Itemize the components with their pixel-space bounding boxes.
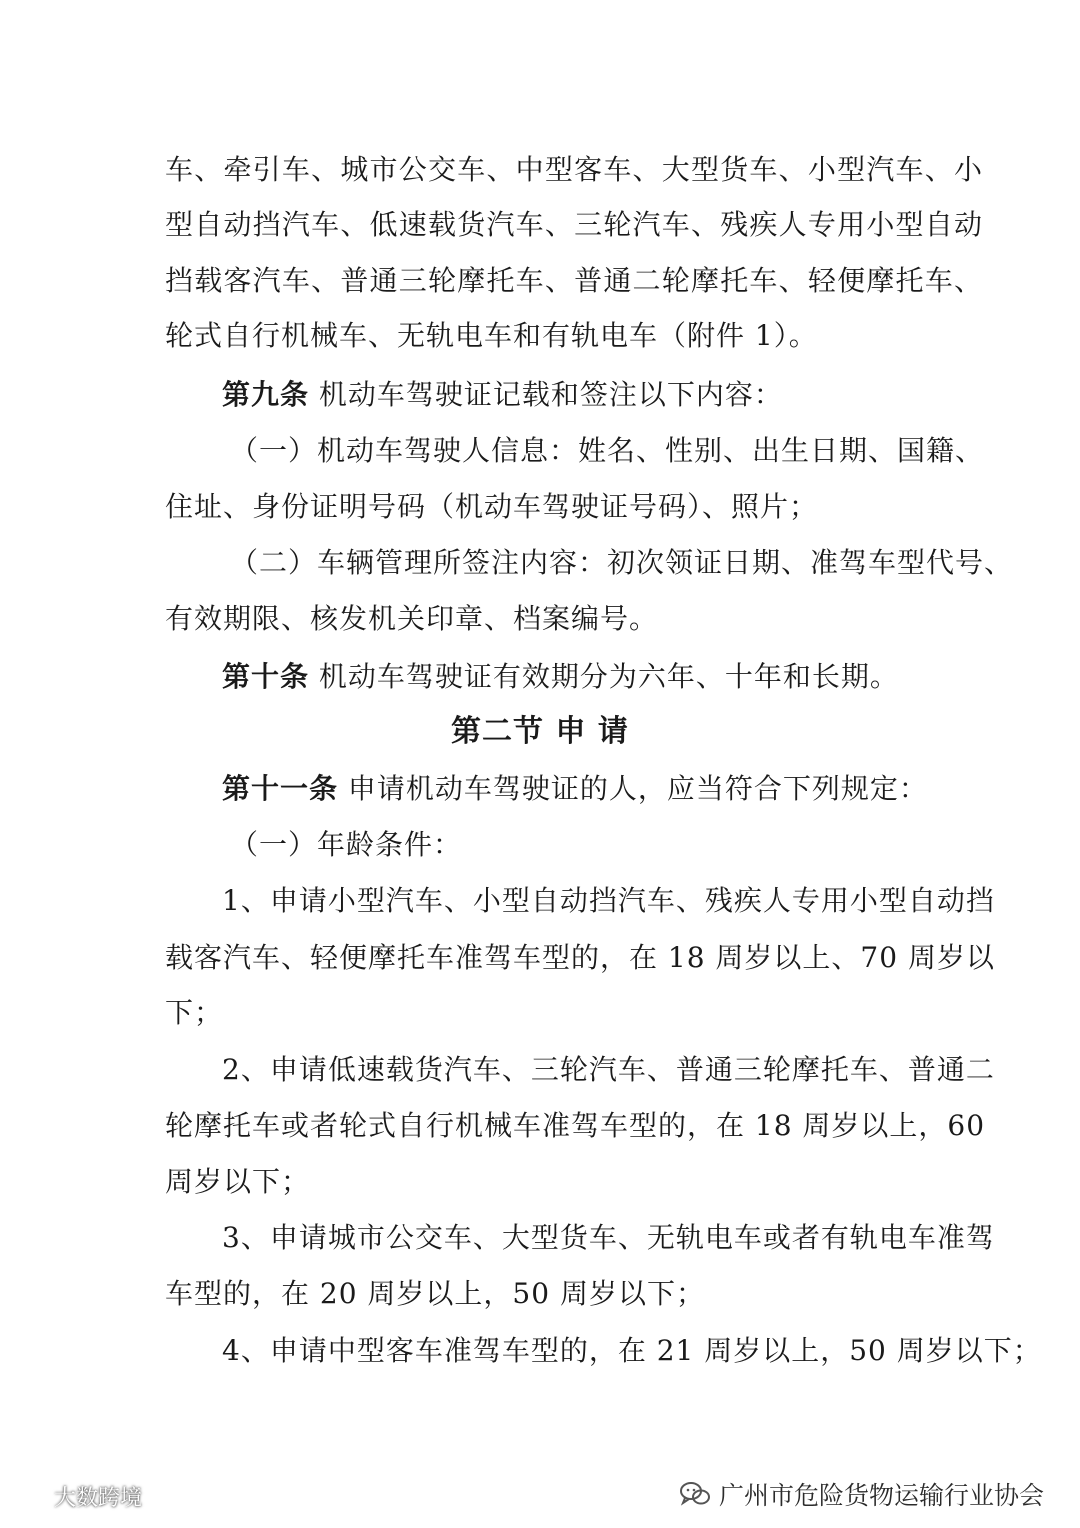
article-label: 第十一条 [222,772,339,805]
text-line: 3、申请城市公交车、大型货车、无轨电车或者有轨电车准驾 [222,1221,995,1254]
article-label: 第九条 [222,378,310,411]
article-label: 第十条 [222,660,310,693]
article-9 [222,377,783,413]
logo-icon [4,1482,50,1512]
text-line: 周岁以下； [165,1165,311,1198]
watermark-left [4,1481,142,1512]
article-text: 机动车驾驶证记载和签注以下内容： [318,378,783,411]
text-line: 轮式自行机械车、无轨电车和有轨电车（附件 1）。 [165,319,818,352]
text-line: 挡载客汽车、普通三轮摩托车、普通二轮摩托车、轻便摩托车、 [165,264,983,297]
article-text: 申请机动车驾驶证的人，应当符合下列规定： [347,772,928,805]
text-line: 载客汽车、轻便摩托车准驾车型的，在 18 周岁以上、70 周岁以 [165,941,995,974]
watermark-left-text: 大数跨境 [54,1486,143,1511]
text-line: （二）车辆管理所签注内容：初次领证日期、准驾车型代号、 [230,546,1014,579]
text-line: 有效期限、核发机关印章、档案编号。 [165,602,659,635]
text-line: 下； [165,996,224,1029]
article-10 [222,659,899,695]
wechat-icon [679,1480,711,1508]
text-line: 车型的，在 20 周岁以上，50 周岁以下； [165,1277,705,1310]
text-line: 轮摩托车或者轮式自行机械车准驾车型的，在 18 周岁以上，60 [165,1109,986,1142]
text-line: 4、申请中型客车准驾车型的，在 21 周岁以上，50 周岁以下； [222,1334,1042,1367]
section-heading: 第二节 申 请 [451,714,629,749]
article-11 [222,771,928,807]
text-line: （一）机动车驾驶人信息：姓名、性别、出生日期、国籍、 [230,434,985,467]
text-line: 车、牵引车、城市公交车、中型客车、大型货车、小型汽车、小 [165,153,983,186]
watermark-right-text: 广州市危险货物运输行业协会 [718,1481,1044,1510]
article-text: 机动车驾驶证有效期分为六年、十年和长期。 [318,660,899,693]
text-line: 型自动挡汽车、低速载货汽车、三轮汽车、残疾人专用小型自动 [165,208,983,241]
text-line: 住址、身份证明号码（机动车驾驶证号码）、照片； [165,490,819,523]
text-line: 2、申请低速载货汽车、三轮汽车、普通三轮摩托车、普通二 [222,1053,995,1086]
text-line: 1、申请小型汽车、小型自动挡汽车、残疾人专用小型自动挡 [222,884,995,917]
watermark-right [679,1476,1044,1512]
text-line: （一）年龄条件： [230,828,463,861]
